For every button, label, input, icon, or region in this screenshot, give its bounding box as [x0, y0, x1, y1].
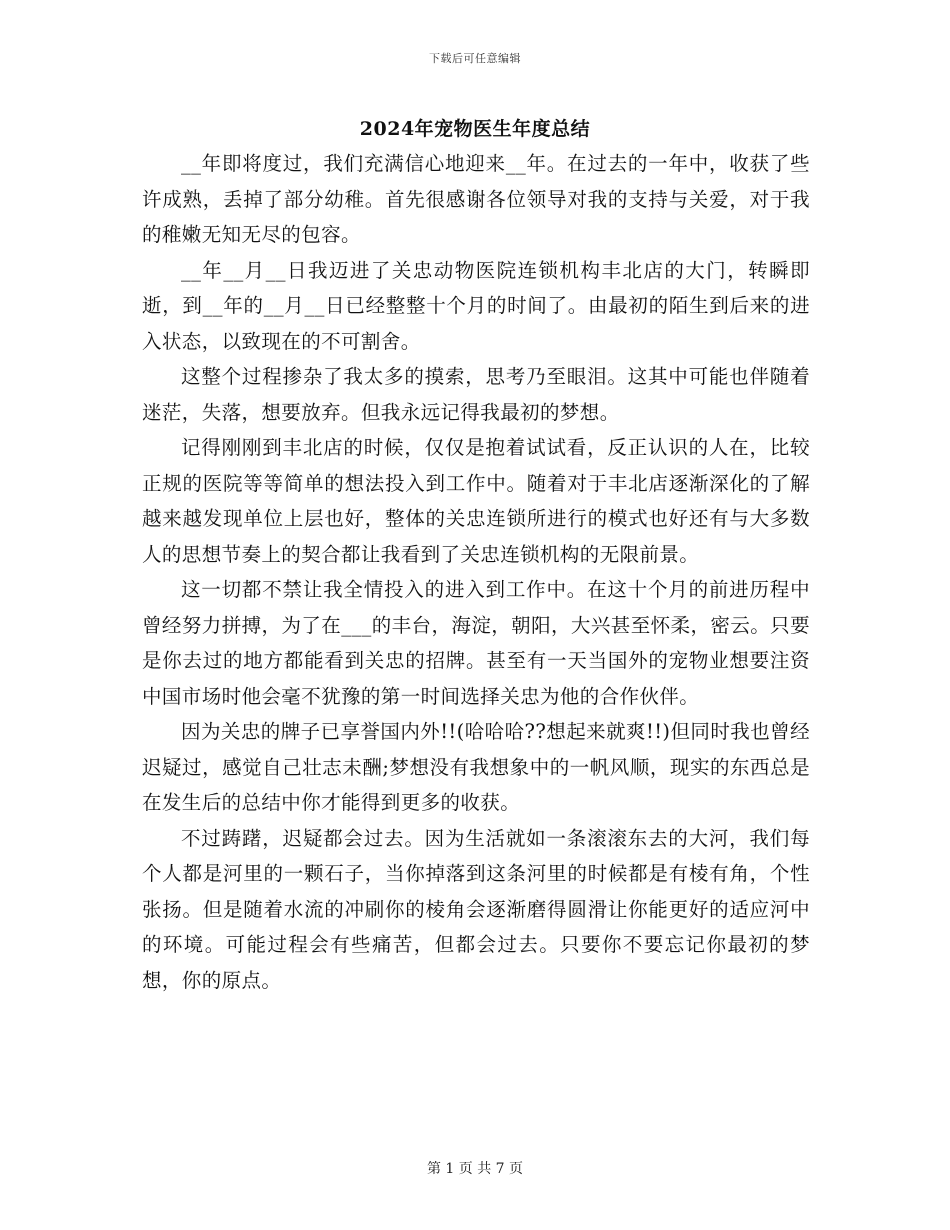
paragraph: __年__月__日我迈进了关忠动物医院连锁机构丰北店的大门，转瞬即逝，到__年的__月__日已经整整十个月的时间了。由最初的陌生到后来的进入状态，以致现在的不可割舍。 [142, 258, 810, 353]
page-header-note: 下载后可任意编辑 [429, 52, 521, 65]
paragraph: 记得刚刚到丰北店的时候，仅仅是抱着试试看，反正认识的人在，比较正规的医院等等简单的想法投入到工作中。随着对于丰北店逐渐深化的了解越来越发现单位上层也好，整体的关忠连锁所进行的模式也好还有与大多数人的思想节奏上的契合都让我看到了关忠连锁机构的无限前景。 [142, 436, 810, 566]
paragraph: 这整个过程掺杂了我太多的摸索，思考乃至眼泪。这其中可能也伴随着迷茫，失落，想要放弃。但我永远记得我最初的梦想。 [142, 365, 810, 424]
paragraph: 这一切都不禁让我全情投入的进入到工作中。在这十个月的前进历程中曾经努力拼搏，为了在___的丰台，海淀，朝阳，大兴甚至怀柔，密云。只要是你去过的地方都能看到关忠的招牌。甚至有一天当国外的宠物业想要注资中国市场时他会毫不犹豫的第一时间选择关忠为他的合作伙伴。 [142, 578, 810, 708]
page-number-footer: 第 1 页 共 7 页 [426, 1161, 524, 1177]
paragraph: 因为关忠的牌子已享誉国内外!!(哈哈哈??想起来就爽!!)但同时我也曾经迟疑过，感觉自己壮志未酬;梦想没有我想象中的一帆风顺，现实的东西总是在发生后的总结中你才能得到更多的收获。 [142, 720, 810, 814]
paragraph: __年即将度过，我们充满信心地迎来__年。在过去的一年中，收获了些许成熟，丢掉了部分幼稚。首先很感谢各位领导对我的支持与关爱，对于我的稚嫩无知无尽的包容。 [142, 152, 810, 246]
document-title: 2024年宠物医生年度总结 [359, 118, 591, 140]
document-body [142, 146, 810, 998]
paragraph: 不过踌躇，迟疑都会过去。因为生活就如一条滚滚东去的大河，我们每个人都是河里的一颗石子，当你掉落到这条河里的时候都是有棱有角，个性张扬。但是随着水流的冲刷你的棱角会逐渐磨得圆滑让你能更好的适应河中的环境。可能过程会有些痛苦，但都会过去。只要你不要忘记你最初的梦想，你的原点。 [142, 826, 810, 992]
